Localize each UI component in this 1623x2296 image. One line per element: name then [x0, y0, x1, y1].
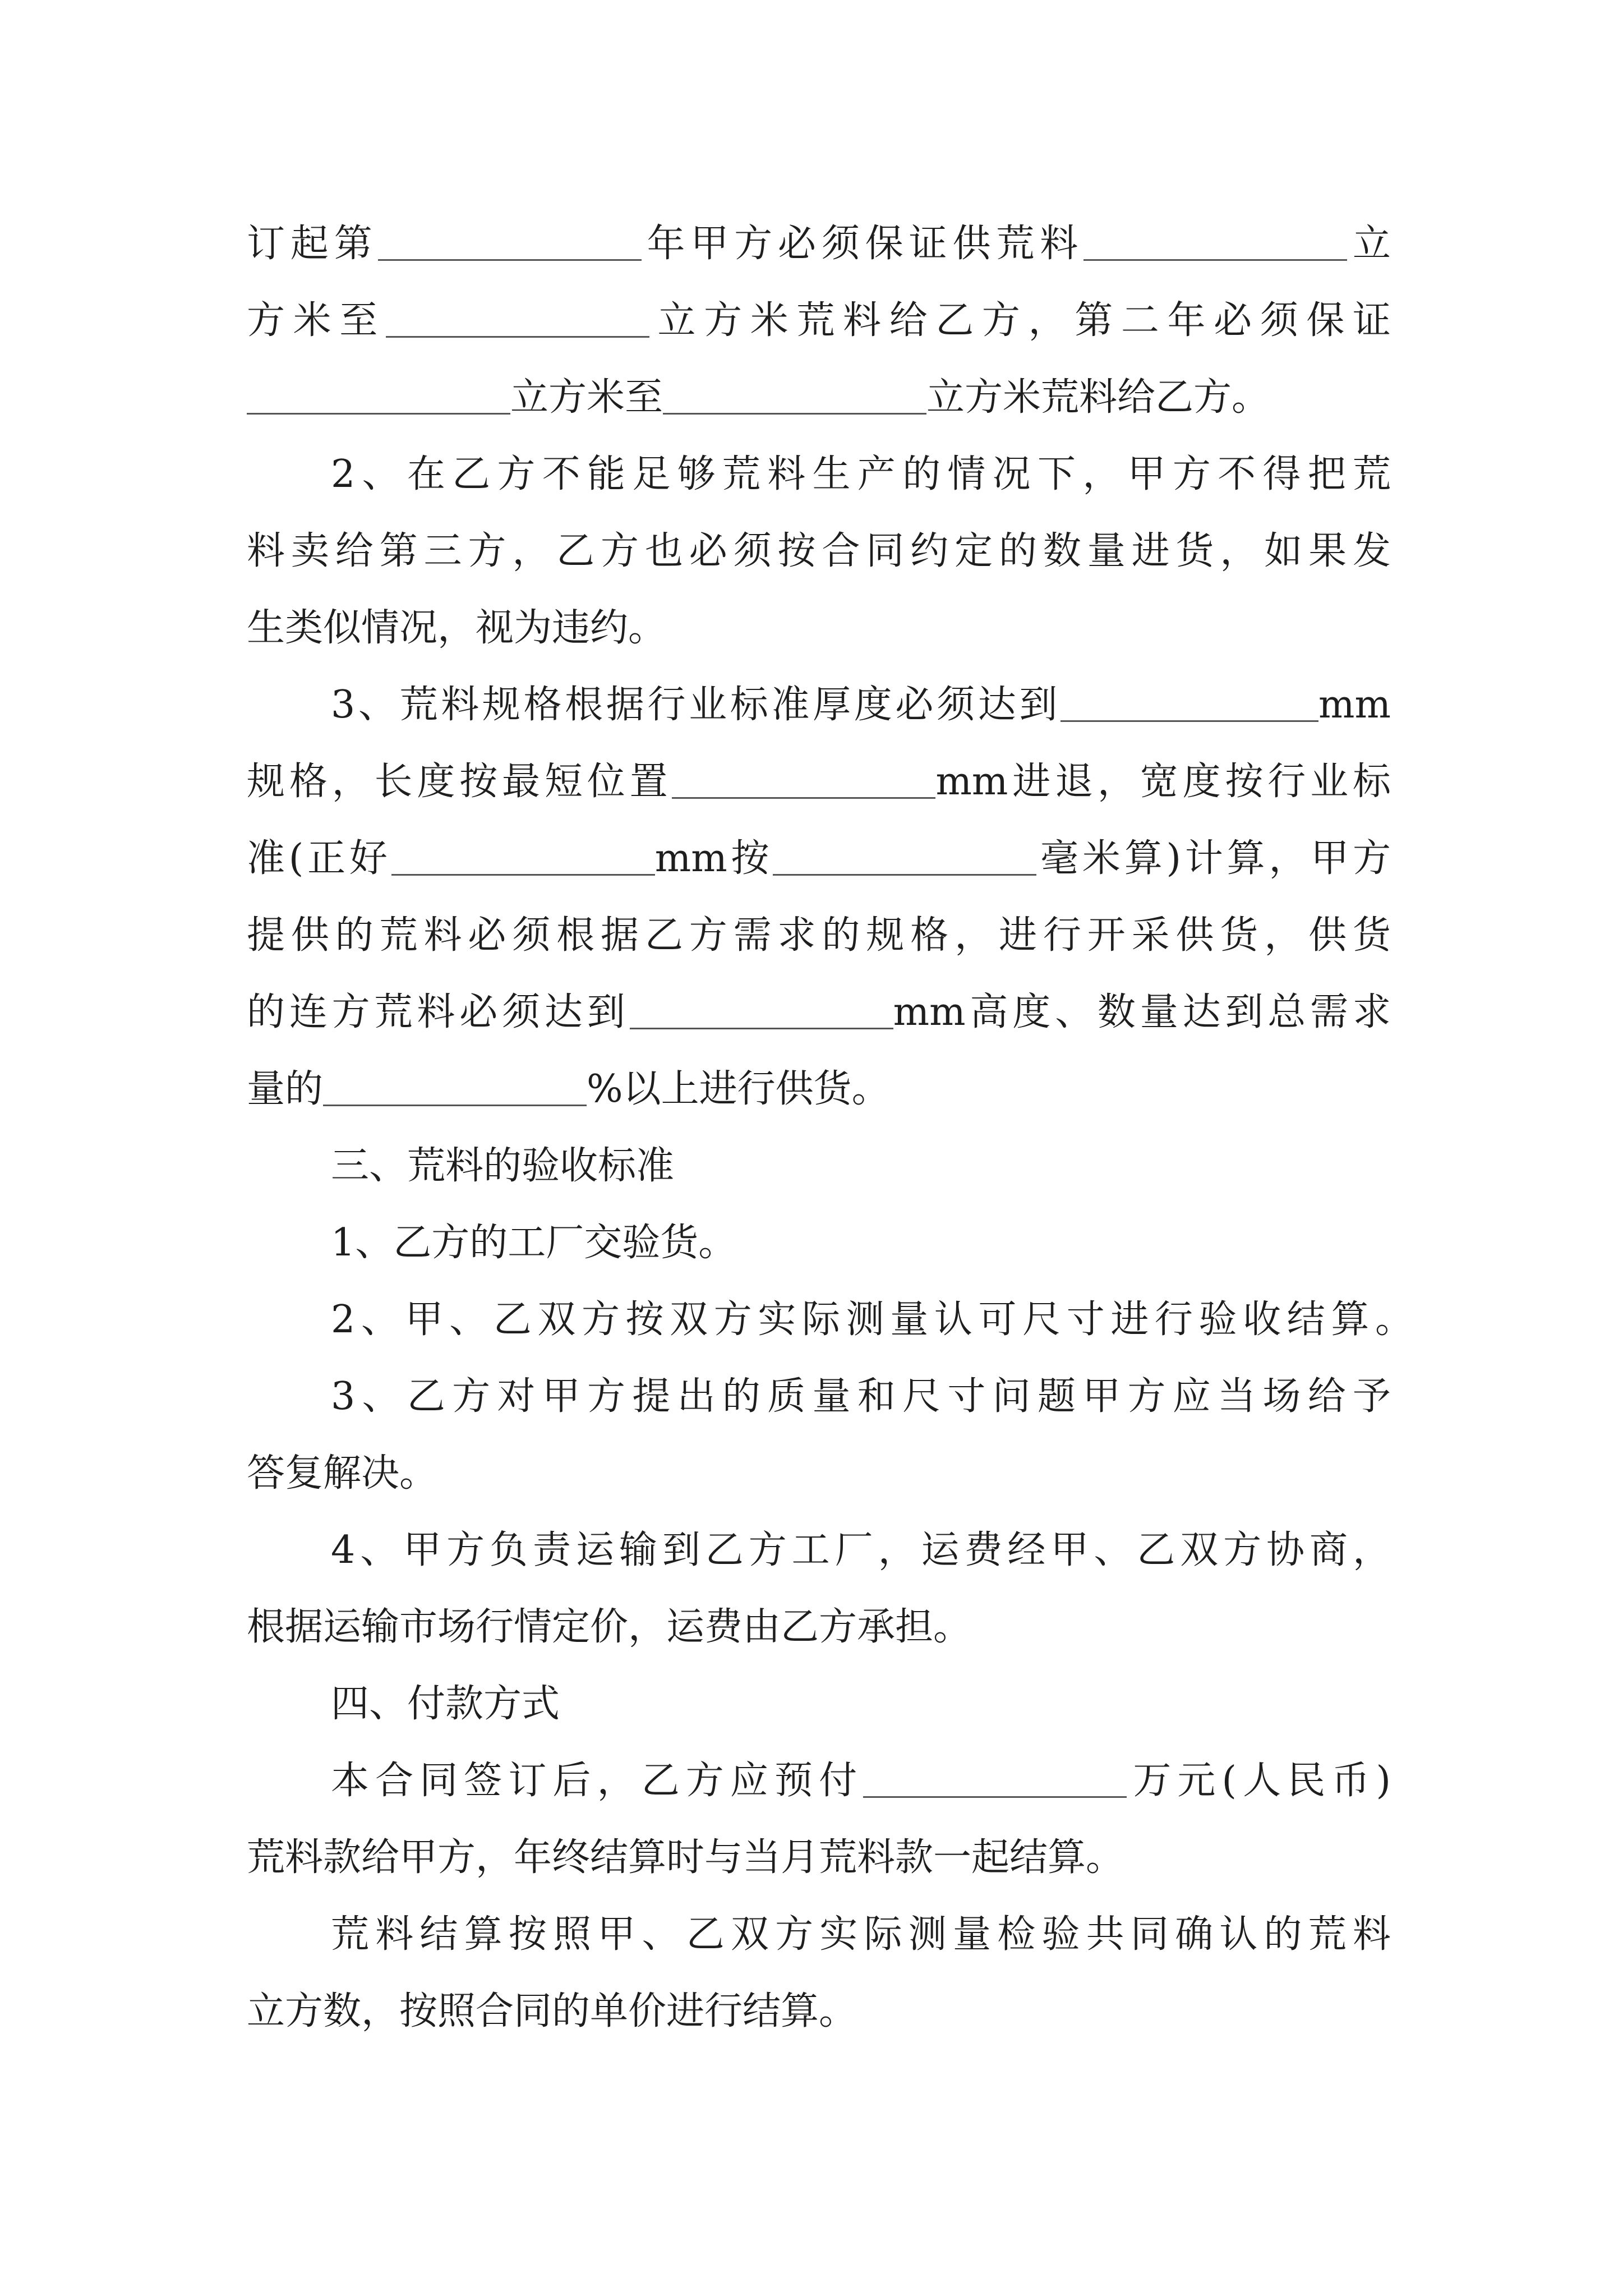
fill-in-blank[interactable] [247, 378, 510, 415]
fill-in-blank[interactable] [630, 993, 893, 1029]
fill-in-blank[interactable] [863, 1761, 1127, 1798]
text-line: 4、甲方负责运输到乙方工厂，运费经甲、乙双方协商， [331, 1528, 1391, 1572]
text-line: 3、乙方对甲方提出的质量和尺寸问题甲方应当场给予 [331, 1374, 1391, 1419]
text-line: 根据运输市场行情定价，运费由乙方承担。 [247, 1605, 972, 1649]
section-heading: 四、付款方式 [331, 1682, 560, 1726]
text-line: 量的 %以上进行供货。 [247, 1067, 890, 1111]
text-line: 料卖给第三方，乙方也必须按合同约定的数量进货，如果发 [247, 529, 1391, 573]
text-line: 本合同签订后，乙方应预付 万元(人民币) [331, 1759, 1391, 1803]
text-line: 荒料结算按照甲、乙双方实际测量检验共同确认的荒料 [331, 1912, 1391, 1957]
text-line: 提供的荒料必须根据乙方需求的规格，进行开采供货，供货 [247, 913, 1391, 958]
fill-in-blank[interactable] [386, 301, 649, 338]
text-line: 荒料款给甲方，年终结算时与当月荒料款一起结算。 [247, 1835, 1124, 1880]
text-line: 1、乙方的工厂交验货。 [331, 1221, 737, 1265]
text-line: 立方米至 立方米荒料给乙方。 [247, 370, 1391, 426]
text-line: 的连方荒料必须达到 mm高度、数量达到总需求 [247, 990, 1391, 1034]
fill-in-blank[interactable] [391, 839, 655, 876]
fill-in-blank[interactable] [378, 224, 642, 261]
fill-in-blank[interactable] [1061, 685, 1318, 722]
text-line: 3、荒料规格根据行业标准厚度必须达到 mm [331, 683, 1391, 727]
fill-in-blank[interactable] [773, 839, 1036, 876]
text-line: 准(正好 mm按 毫米算)计算，甲方 [247, 836, 1391, 881]
text-line: 答复解决。 [247, 1451, 438, 1496]
text-line: 订起第 年甲方必须保证供荒料 立 [247, 222, 1391, 266]
fill-in-blank[interactable] [663, 378, 926, 415]
section-heading: 三、荒料的验收标准 [331, 1144, 675, 1188]
text-line: 方米至 立方米荒料给乙方，第二年必须保证 [247, 298, 1391, 343]
fill-in-blank[interactable] [1083, 224, 1347, 261]
text-line: 立方数，按照合同的单价进行结算。 [247, 1989, 857, 2033]
text-line: 2、在乙方不能足够荒料生产的情况下，甲方不得把荒 [331, 452, 1391, 496]
text-line: 2、甲、乙双方按双方实际测量认可尺寸进行验收结算。 [331, 1297, 1413, 1342]
fill-in-blank[interactable] [323, 1070, 587, 1106]
fill-in-blank[interactable] [672, 762, 935, 799]
text-line: 规格，长度按最短位置 mm进退，宽度按行业标 [247, 760, 1391, 804]
text-line: 生类似情况，视为违约。 [247, 606, 667, 650]
